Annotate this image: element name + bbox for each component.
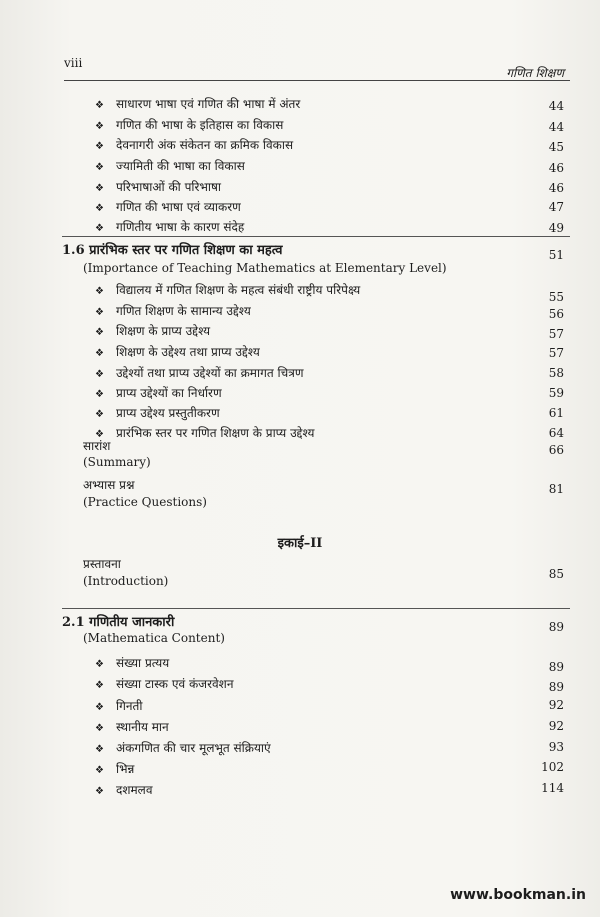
list-item: ❖ अंकगणित की चार मूलभूत संक्रियाएं bbox=[95, 741, 271, 755]
summary-heading: सारांश bbox=[83, 439, 111, 453]
diamond-bullet-icon: ❖ bbox=[95, 183, 104, 194]
page-ref: 55 bbox=[548, 290, 564, 304]
running-header: गणित शिक्षण bbox=[506, 66, 564, 80]
page-ref: 57 bbox=[548, 327, 564, 341]
section-rule bbox=[62, 608, 570, 609]
list-item: ❖ गिनती bbox=[95, 699, 143, 713]
practice-heading: अभ्यास प्रश्न bbox=[83, 478, 135, 492]
section-heading: 1.6 प्रारंभिक स्तर पर गणित शिक्षण का महत्व bbox=[62, 243, 283, 258]
list-item: ❖ उद्देश्यों तथा प्राप्य उद्देश्यों का क्रमागत चित्रण bbox=[95, 366, 304, 380]
list-item: ❖ संख्या प्रत्यय bbox=[95, 656, 170, 670]
page-ref: 49 bbox=[548, 221, 564, 235]
diamond-bullet-icon: ❖ bbox=[95, 203, 104, 214]
diamond-bullet-icon: ❖ bbox=[95, 389, 104, 400]
page-ref: 56 bbox=[548, 307, 564, 321]
list-item: ❖ शिक्षण के प्राप्य उद्देश्य bbox=[95, 324, 211, 338]
diamond-bullet-icon: ❖ bbox=[95, 307, 104, 318]
list-item: ❖ शिक्षण के उद्देश्य तथा प्राप्य उद्देश्य bbox=[95, 345, 260, 359]
page-ref: 51 bbox=[548, 248, 564, 262]
list-item: ❖ गणित की भाषा एवं व्याकरण bbox=[95, 200, 241, 214]
diamond-bullet-icon: ❖ bbox=[95, 348, 104, 359]
page-ref: 44 bbox=[548, 99, 564, 113]
page-ref: 59 bbox=[548, 386, 564, 400]
list-item: ❖ विद्यालय में गणित शिक्षण के महत्व संबंधी राष्ट्रीय परिपेक्ष्य bbox=[95, 283, 361, 297]
page-ref: 66 bbox=[548, 443, 564, 457]
list-item: ❖ गणित की भाषा के इतिहास का विकास bbox=[95, 118, 284, 132]
page-ref: 114 bbox=[541, 781, 564, 795]
page-ref: 81 bbox=[548, 482, 564, 496]
section-rule bbox=[62, 236, 570, 237]
section-subtitle: (Importance of Teaching Mathematics at Elementary Level) bbox=[83, 261, 447, 275]
page-ref: 92 bbox=[548, 719, 564, 733]
practice-subtitle: (Practice Questions) bbox=[83, 495, 207, 509]
diamond-bullet-icon: ❖ bbox=[95, 744, 104, 755]
page-ref: 61 bbox=[548, 406, 564, 420]
intro-subtitle: (Introduction) bbox=[83, 574, 169, 588]
page-ref: 64 bbox=[548, 426, 564, 440]
page-ref: 45 bbox=[548, 140, 564, 154]
intro-heading: प्रस्तावना bbox=[83, 557, 121, 571]
list-item: ❖ देवनागरी अंक संकेतन का क्रमिक विकास bbox=[95, 138, 294, 152]
diamond-bullet-icon: ❖ bbox=[95, 121, 104, 132]
page-ref: 46 bbox=[548, 161, 564, 175]
section-subtitle: (Mathematica Content) bbox=[83, 631, 225, 645]
list-item: ❖ साधारण भाषा एवं गणित की भाषा में अंतर bbox=[95, 97, 301, 111]
page-ref: 93 bbox=[548, 740, 564, 754]
list-item: ❖ ज्यामिती की भाषा का विकास bbox=[95, 159, 245, 173]
page-ref: 58 bbox=[548, 366, 564, 380]
website-watermark: www.bookman.in bbox=[450, 887, 586, 903]
diamond-bullet-icon: ❖ bbox=[95, 286, 104, 297]
diamond-bullet-icon: ❖ bbox=[95, 429, 104, 440]
diamond-bullet-icon: ❖ bbox=[95, 659, 104, 670]
summary-subtitle: (Summary) bbox=[83, 455, 151, 469]
list-item: ❖ प्राप्य उद्देश्य प्रस्तुतीकरण bbox=[95, 406, 220, 420]
page-ref: 44 bbox=[548, 120, 564, 134]
page-ref: 89 bbox=[548, 680, 564, 694]
page-ref: 89 bbox=[548, 660, 564, 674]
page-ref: 102 bbox=[541, 760, 564, 774]
list-item: ❖ भिन्न bbox=[95, 762, 135, 776]
unit-heading: इकाई–II bbox=[277, 536, 323, 551]
page-ref: 89 bbox=[548, 620, 564, 634]
list-item: ❖ दशमलव bbox=[95, 783, 153, 797]
diamond-bullet-icon: ❖ bbox=[95, 162, 104, 173]
list-item: ❖ गणित शिक्षण के सामान्य उद्देश्य bbox=[95, 304, 251, 318]
page-ref: 85 bbox=[548, 567, 564, 581]
header-rule bbox=[64, 80, 570, 81]
page-ref: 57 bbox=[548, 346, 564, 360]
diamond-bullet-icon: ❖ bbox=[95, 100, 104, 111]
list-item: ❖ गणितीय भाषा के कारण संदेह bbox=[95, 220, 245, 234]
diamond-bullet-icon: ❖ bbox=[95, 369, 104, 380]
diamond-bullet-icon: ❖ bbox=[95, 223, 104, 234]
list-item: ❖ स्थानीय मान bbox=[95, 720, 169, 734]
diamond-bullet-icon: ❖ bbox=[95, 765, 104, 776]
diamond-bullet-icon: ❖ bbox=[95, 409, 104, 420]
list-item: ❖ प्राप्य उद्देश्यों का निर्धारण bbox=[95, 386, 222, 400]
list-item: ❖ परिभाषाओं की परिभाषा bbox=[95, 180, 222, 194]
diamond-bullet-icon: ❖ bbox=[95, 141, 104, 152]
diamond-bullet-icon: ❖ bbox=[95, 786, 104, 797]
list-item: ❖ प्रारंभिक स्तर पर गणित शिक्षण के प्राप्य उद्देश्य bbox=[95, 426, 315, 440]
diamond-bullet-icon: ❖ bbox=[95, 723, 104, 734]
page-ref: 47 bbox=[548, 200, 564, 214]
page-number-roman: viii bbox=[64, 56, 83, 70]
diamond-bullet-icon: ❖ bbox=[95, 702, 104, 713]
section-heading: 2.1 गणितीय जानकारी bbox=[62, 615, 175, 630]
diamond-bullet-icon: ❖ bbox=[95, 680, 104, 691]
list-item: ❖ संख्या टास्क एवं कंजरवेशन bbox=[95, 677, 234, 691]
diamond-bullet-icon: ❖ bbox=[95, 327, 104, 338]
page-ref: 92 bbox=[548, 698, 564, 712]
page-ref: 46 bbox=[548, 181, 564, 195]
